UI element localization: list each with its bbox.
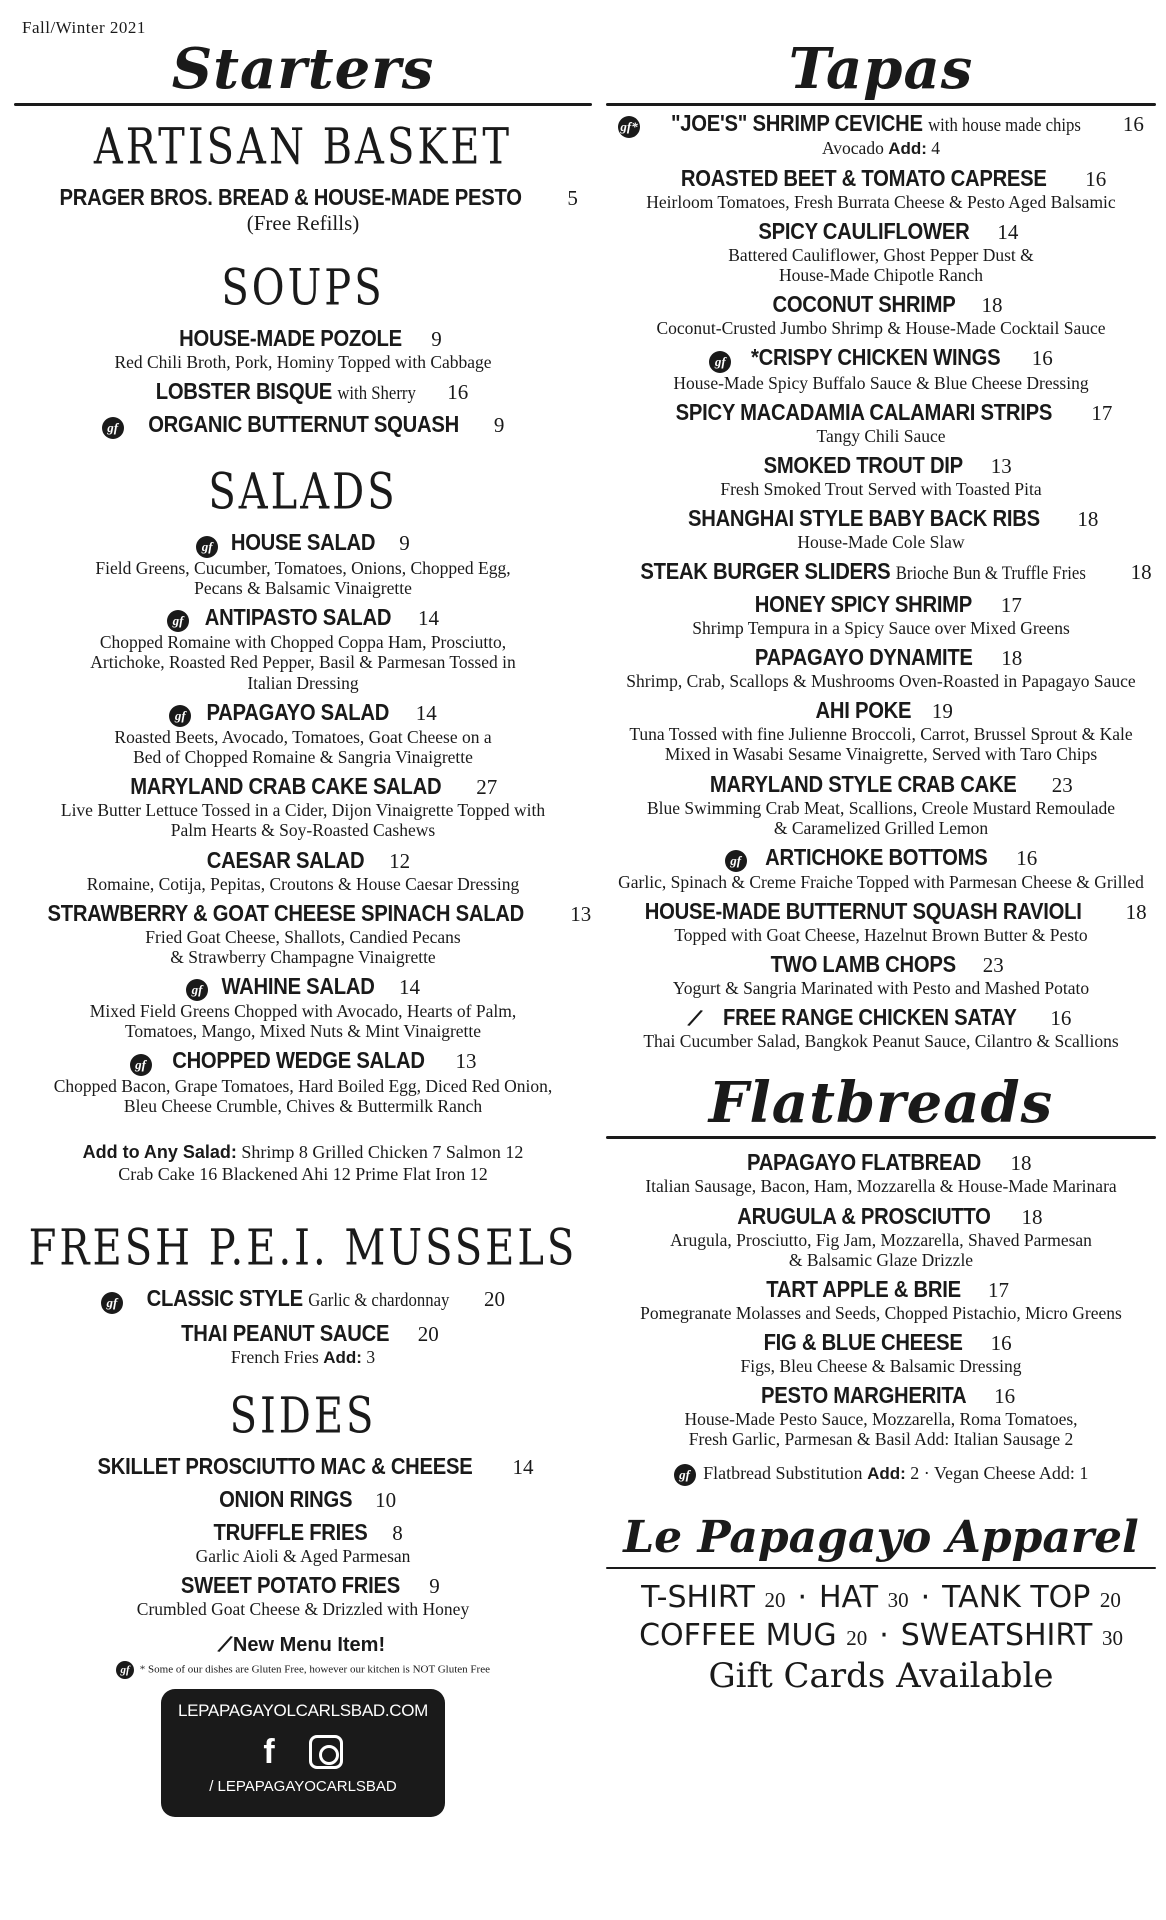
menu-item <box>600 1382 1162 1449</box>
item-name: HOUSE-MADE POZOLE <box>179 324 403 351</box>
apparel-list <box>600 1579 1162 1654</box>
item-desc: Chopped Romaine with Chopped Coppa Ham, Prosciutto, <box>99 632 507 653</box>
apparel-item: HAT <box>819 1580 879 1616</box>
item-desc: Field Greens, Cucumber, Tomatoes, Onions, Chopped Egg, <box>95 557 511 578</box>
item-price: 18 <box>1021 1204 1043 1229</box>
item-price: 10 <box>375 1488 397 1513</box>
item-desc: Italian Dressing <box>247 672 359 693</box>
item-name: SMOKED TROUT DIP <box>763 451 964 478</box>
item-name: SHANGHAI STYLE BABY BACK RIBS <box>687 504 1040 531</box>
item-desc: Roasted Beets, Avocado, Tomatoes, Goat Cheese on a <box>114 727 492 747</box>
item-name: AHI POKE <box>815 697 912 724</box>
item-desc: Chopped Bacon, Grape Tomatoes, Hard Boiled Egg, Diced Red Onion, <box>53 1075 553 1096</box>
menu-item <box>600 898 1162 945</box>
menu-item <box>8 529 598 598</box>
item-desc: Garlic Aioli & Aged Parmesan <box>195 1546 411 1567</box>
menu-item <box>8 1572 598 1619</box>
item-name: HONEY SPICY SHRIMP <box>754 591 973 617</box>
item-name: HOUSE SALAD <box>231 529 376 556</box>
item-price: 17 <box>1091 400 1113 425</box>
item-name: SPICY MACADAMIA CALAMARI STRIPS <box>675 398 1052 425</box>
item-price: 16 <box>1050 1006 1072 1031</box>
item-name: FREE RANGE CHICKEN SATAY <box>722 1004 1017 1031</box>
menu-item <box>600 110 1162 159</box>
item-name: SKILLET PROSCIUTTO MAC & CHEESE <box>98 1453 473 1480</box>
apparel-rule <box>606 1567 1156 1569</box>
item-suffix: with house made chips <box>928 114 1081 136</box>
flatbreads-heading: Flatbreads <box>708 1069 1054 1136</box>
social-card <box>161 1689 445 1817</box>
item-name: ARUGULA & PROSCIUTTO <box>736 1202 991 1229</box>
apparel-price: 20 <box>1099 1588 1121 1613</box>
item-desc: (Free Refills) <box>246 210 360 235</box>
new-item-icon: / <box>687 1004 702 1033</box>
menu-item <box>8 1453 598 1480</box>
item-price: 14 <box>512 1455 534 1480</box>
item-price: 18 <box>1010 1151 1032 1176</box>
menu-item <box>600 771 1162 838</box>
item-desc: Coconut-Crusted Jumbo Shrimp & House-Made Cocktail Sauce <box>656 318 1106 339</box>
apparel-line: COFFEE MUG 20 · SWEATSHIRT 30 <box>639 1617 1123 1653</box>
menu-item <box>8 325 598 372</box>
item-price: 18 <box>1130 560 1152 584</box>
item-name: TART APPLE & BRIE <box>766 1275 961 1302</box>
item-name: SPICY CAULIFLOWER <box>757 217 970 244</box>
item-desc: Battered Cauliflower, Ghost Pepper Dust & <box>728 244 1034 265</box>
gluten-free-icon: gf <box>102 417 124 439</box>
apparel-price: 30 <box>1101 1625 1123 1650</box>
item-price: 13 <box>990 453 1012 478</box>
salads-heading: SALADS <box>208 463 398 522</box>
item-desc: Artichoke, Roasted Red Pepper, Basil & Parmesan Tossed in <box>90 652 516 673</box>
item-desc: Yogurt & Sangria Marinated with Pesto and Mashed Potato <box>672 978 1090 999</box>
item-name: ROASTED BEET & TOMATO CAPRESE <box>680 164 1047 191</box>
addons-label: Add to Any Salad: <box>82 1142 237 1163</box>
flatbreads-rule <box>606 1136 1156 1139</box>
gluten-free-icon: gf <box>116 1661 134 1679</box>
menu-item <box>600 591 1162 638</box>
item-desc: Pecans & Balsamic Vinaigrette <box>194 577 412 598</box>
item-name: LOBSTER BISQUE with Sherry <box>155 378 416 405</box>
gluten-free-icon: gf <box>674 1464 696 1486</box>
item-desc: Red Chili Broth, Pork, Hominy Topped with Cabbage <box>114 351 492 372</box>
tapas-heading: Tapas <box>788 36 974 102</box>
starters-heading: Starters <box>171 36 435 102</box>
item-desc: Shrimp, Crab, Scallops & Mushrooms Oven-Roasted in Papagayo Sauce <box>626 671 1136 692</box>
item-desc: Pomegranate Molasses and Seeds, Chopped Pistachio, Micro Greens <box>640 1302 1122 1323</box>
addons-line: Shrimp 8 Grilled Chicken 7 Salmon 12 <box>241 1142 524 1163</box>
item-price: 14 <box>997 219 1019 244</box>
menu-item <box>8 973 598 1042</box>
item-desc: Fried Goat Cheese, Shallots, Candied Pecans <box>145 926 461 947</box>
apparel-item: TANK TOP <box>942 1580 1091 1616</box>
item-name: COCONUT SHRIMP <box>772 291 955 318</box>
menu-item <box>8 1047 598 1116</box>
item-desc: Mixed in Wasabi Sesame Vinaigrette, Served with Taro Chips <box>664 744 1098 765</box>
menu-item <box>600 399 1162 446</box>
item-desc: Garlic, Spinach & Creme Fraiche Topped with Parmesan Cheese & Grilled <box>618 872 1144 893</box>
item-name: TRUFFLE FRIES <box>213 1519 368 1546</box>
mussels-heading: FRESH P.E.I. MUSSELS <box>28 1219 578 1277</box>
item-price: 16 <box>994 1384 1016 1408</box>
item-desc: Italian Sausage, Bacon, Ham, Mozzarella & House-Made Marinara <box>645 1176 1117 1197</box>
item-price: 23 <box>982 953 1004 978</box>
menu-item <box>600 505 1162 552</box>
item-desc: Arugula, Prosciutto, Fig Jam, Mozzarella, Shaved Parmesan <box>670 1229 1092 1250</box>
apparel-item: COFFEE MUG <box>639 1617 837 1653</box>
gluten-free-icon: gf <box>725 850 747 872</box>
item-name: PAPAGAYO DYNAMITE <box>754 644 973 671</box>
item-desc: House-Made Spicy Buffalo Sauce & Blue Cheese Dressing <box>673 372 1089 393</box>
item-name: PAPAGAYO FLATBREAD <box>746 1149 981 1176</box>
item-desc: & Caramelized Grilled Lemon <box>773 817 989 838</box>
apparel-item: T-SHIRT <box>641 1580 755 1616</box>
item-price: 13 <box>455 1049 477 1074</box>
item-desc: Romaine, Cotija, Pepitas, Croutons & House Caesar Dressing <box>86 873 520 894</box>
item-name: SWEET POTATO FRIES <box>181 1572 401 1599</box>
menu-item <box>600 1203 1162 1270</box>
menu-item <box>8 184 598 235</box>
item-desc: Palm Hearts & Soy-Roasted Cashews <box>170 820 436 841</box>
item-desc: Topped with Goat Cheese, Hazelnut Brown Butter & Pesto <box>674 925 1088 946</box>
menu-item <box>600 344 1162 392</box>
apparel-price: 20 <box>764 1588 786 1613</box>
flatbread-substitution: gf Flatbread Substitution Add: 2 · Vegan Cheese Add: 1 <box>600 1463 1162 1486</box>
item-desc: House-Made Pesto Sauce, Mozzarella, Roma Tomatoes, <box>684 1409 1078 1429</box>
apparel-heading: Le Papagayo Apparel <box>623 1512 1139 1564</box>
item-name: "JOE'S" SHRIMP CEVICHE with house made chips <box>671 109 1081 136</box>
item-name: HOUSE-MADE BUTTERNUT SQUASH RAVIOLI <box>645 898 1082 925</box>
item-price: 18 <box>981 293 1003 318</box>
item-desc: House-Made Cole Slaw <box>797 531 965 552</box>
item-price: 20 <box>484 1287 506 1312</box>
item-price: 16 <box>1122 111 1144 136</box>
item-price: 16 <box>1085 166 1107 191</box>
item-price: 23 <box>1051 772 1073 797</box>
item-desc: Fresh Garlic, Parmesan & Basil Add: Italian Sausage 2 <box>688 1429 1074 1450</box>
menu-item <box>8 773 598 840</box>
menu-item <box>600 697 1162 764</box>
soups-heading: SOUPS <box>221 259 385 317</box>
item-price: 16 <box>990 1330 1012 1355</box>
item-price: 19 <box>931 699 953 724</box>
item-desc: Tuna Tossed with fine Julienne Broccoli, Carrot, Brussel Sprout & Kale <box>629 724 1133 745</box>
item-name: STRAWBERRY & GOAT CHEESE SPINACH SALAD <box>47 899 524 926</box>
menu-item <box>600 165 1162 212</box>
menu-item <box>600 951 1162 998</box>
apparel-price: 30 <box>887 1588 909 1613</box>
item-desc: Live Butter Lettuce Tossed in a Cider, Dijon Vinaigrette Topped with <box>60 800 546 821</box>
menu-item <box>600 644 1162 691</box>
item-desc: Tangy Chili Sauce <box>816 425 946 446</box>
item-price: 14 <box>399 974 420 999</box>
item-name: FIG & BLUE CHEESE <box>763 1328 964 1355</box>
menu-item <box>8 1486 598 1513</box>
tapas-column <box>600 36 1162 1697</box>
item-name: *CRISPY CHICKEN WINGS <box>751 344 1001 371</box>
item-desc: Mixed Field Greens Chopped with Avocado, Hearts of Palm, <box>89 1001 517 1022</box>
item-name: STEAK BURGER SLIDERS Brioche Bun & Truffle Fries <box>640 558 1087 584</box>
item-name: PRAGER BROS. BREAD & HOUSE-MADE PESTO <box>59 183 522 210</box>
item-price: 18 <box>1001 646 1023 671</box>
item-price: 27 <box>476 775 498 800</box>
item-price: 14 <box>417 605 439 630</box>
item-desc: & Strawberry Champagne Vinaigrette <box>170 946 436 967</box>
season-label: Fall/Winter 2021 <box>22 18 146 37</box>
gluten-free-note: gf * Some of our dishes are Gluten Free, however our kitchen is NOT Gluten Free <box>8 1661 598 1679</box>
item-name: ONION RINGS <box>218 1486 353 1513</box>
item-desc: & Balsamic Glaze Drizzle <box>788 1249 974 1270</box>
item-desc: Blue Swimming Crab Meat, Scallions, Creole Mustard Remoulade <box>646 797 1116 818</box>
menu-item <box>600 1329 1162 1376</box>
apparel-line: T-SHIRT 20 · HAT 30 · TANK TOP 20 <box>641 1580 1121 1616</box>
item-suffix: with Sherry <box>337 383 416 405</box>
menu-item <box>600 218 1162 285</box>
item-suffix: Garlic & chardonnay <box>308 1290 450 1312</box>
menu-item <box>600 844 1162 892</box>
social-handle: / LEPAPAGAYOCARLSBAD <box>209 1778 397 1796</box>
apparel-price: 20 <box>846 1625 868 1650</box>
menu-item <box>600 558 1162 585</box>
menu-item <box>8 378 598 405</box>
menu-item <box>600 452 1162 499</box>
item-desc: Heirloom Tomatoes, Fresh Burrata Cheese & Pesto Aged Balsamic <box>646 191 1116 212</box>
gluten-free-icon: gf <box>709 351 731 373</box>
item-price: 9 <box>429 1574 440 1599</box>
gluten-free-icon: gf <box>169 705 191 727</box>
menu-item <box>600 291 1162 338</box>
menu-item <box>8 1285 598 1313</box>
item-name: ARTICHOKE BOTTOMS <box>764 843 988 870</box>
menu-item <box>8 1320 598 1368</box>
gluten-free-icon: gf <box>130 1054 152 1076</box>
starters-column <box>8 36 598 1817</box>
item-price: 14 <box>415 700 437 725</box>
item-name: CAESAR SALAD <box>206 846 365 873</box>
menu-item <box>8 900 598 967</box>
item-name: MARYLAND STYLE CRAB CAKE <box>710 770 1017 797</box>
instagram-icon[interactable] <box>309 1735 343 1769</box>
item-price: 17 <box>1000 593 1022 617</box>
item-price: 16 <box>1016 845 1038 870</box>
website-link[interactable]: LEPAPAGAYOLCARLSBAD.COM <box>177 1701 429 1721</box>
menu-item <box>8 1519 598 1566</box>
item-desc: Thai Cucumber Salad, Bangkok Peanut Sauce, Cilantro & Scallions <box>643 1031 1119 1052</box>
item-desc: Bleu Cheese Crumble, Chives & Buttermilk Ranch <box>123 1095 483 1116</box>
gluten-free-icon: gf* <box>618 116 640 138</box>
menu-item <box>600 1149 1162 1196</box>
item-price: 9 <box>431 326 442 351</box>
item-desc: Tomatoes, Mango, Mixed Nuts & Mint Vinaigrette <box>124 1021 482 1042</box>
item-price: 16 <box>1031 346 1053 371</box>
gift-cards-note: Gift Cards Available <box>708 1656 1054 1697</box>
apparel-item: SWEATSHIRT <box>900 1617 1093 1653</box>
item-price: 9 <box>493 413 505 438</box>
item-price: 18 <box>1125 900 1147 925</box>
menu-item <box>8 699 598 768</box>
item-name: PAPAGAYO SALAD <box>206 698 390 725</box>
menu-item <box>8 847 598 894</box>
item-price: 18 <box>1077 506 1099 531</box>
item-price: 16 <box>447 380 469 405</box>
salad-addons <box>8 1142 598 1185</box>
item-desc: Fresh Smoked Trout Served with Toasted Pita <box>720 478 1042 499</box>
item-price: 13 <box>570 901 592 926</box>
item-price: 9 <box>399 531 410 556</box>
sides-heading: SIDES <box>229 1387 377 1445</box>
item-desc: Bed of Chopped Romaine & Sangria Vinaigrette <box>133 747 473 768</box>
item-name: ORGANIC BUTTERNUT SQUASH <box>147 411 459 438</box>
menu-item <box>600 1004 1162 1051</box>
artisan-basket-heading: ARTISAN BASKET <box>93 118 513 176</box>
item-price: 12 <box>389 848 411 873</box>
item-name: WAHINE SALAD <box>221 972 375 999</box>
gluten-free-icon: gf <box>196 536 218 558</box>
item-desc: French Fries Add: 3 <box>230 1346 376 1367</box>
item-price: 8 <box>392 1521 403 1546</box>
item-suffix: Brioche Bun & Truffle Fries <box>896 563 1087 584</box>
item-name: MARYLAND CRAB CAKE SALAD <box>129 773 442 800</box>
item-name: PESTO MARGHERITA <box>760 1382 967 1408</box>
new-item-icon: / <box>217 1630 233 1658</box>
item-desc: Figs, Bleu Cheese & Balsamic Dressing <box>740 1355 1022 1376</box>
item-name: THAI PEANUT SAUCE <box>181 1319 390 1346</box>
facebook-icon[interactable]: f <box>263 1733 275 1772</box>
item-name: ANTIPASTO SALAD <box>204 603 392 630</box>
item-desc: House-Made Chipotle Ranch <box>778 264 984 285</box>
social-icons <box>161 1735 445 1770</box>
menu-item <box>8 411 598 439</box>
item-name: CLASSIC STYLE Garlic & chardonnay <box>146 1285 450 1312</box>
item-name: TWO LAMB CHOPS <box>770 951 957 978</box>
gluten-free-icon: gf <box>186 979 208 1001</box>
starters-rule <box>14 103 592 106</box>
addons-line: Crab Cake 16 Blackened Ahi 12 Prime Flat Iron 12 <box>118 1163 488 1184</box>
gluten-free-icon: gf <box>101 1292 123 1314</box>
tapas-rule <box>606 103 1156 106</box>
item-price: 20 <box>417 1321 439 1346</box>
item-name: CHOPPED WEDGE SALAD <box>171 1047 425 1074</box>
item-desc: Shrimp Tempura in a Spicy Sauce over Mixed Greens <box>692 618 1070 638</box>
new-item-legend: /New Menu Item! <box>217 1630 386 1658</box>
item-desc: Crumbled Goat Cheese & Drizzled with Honey <box>136 1599 470 1620</box>
gluten-free-icon: gf <box>167 610 189 632</box>
menu-item <box>8 604 598 693</box>
item-price: 5 <box>567 185 578 210</box>
menu-item <box>600 1276 1162 1323</box>
item-price: 17 <box>988 1277 1010 1302</box>
item-desc: Avocado Add: 4 <box>821 138 941 159</box>
